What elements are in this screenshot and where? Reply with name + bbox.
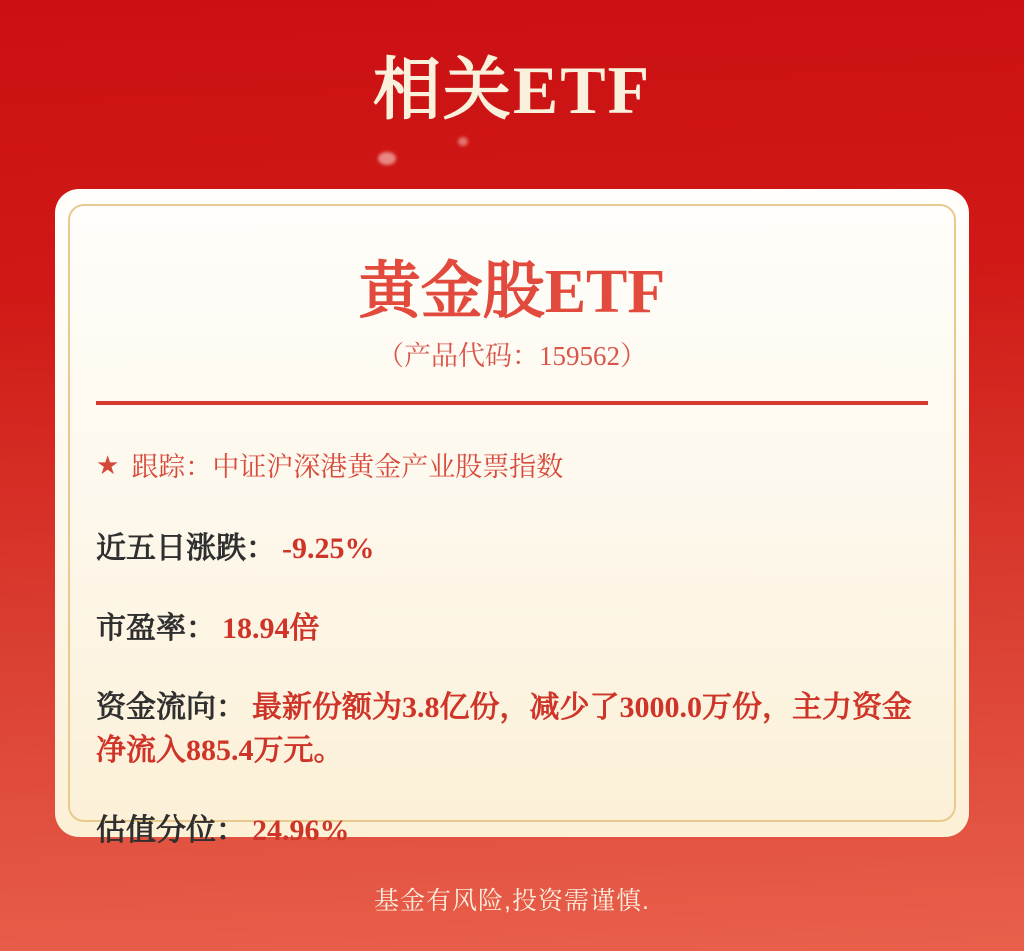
metric-label: 资金流向：: [96, 691, 246, 725]
star-icon: ★: [96, 449, 120, 480]
metric-value: 最新份额为3.8亿份，减少了3000.0万份，主力资金净流入885.4万元。: [96, 691, 912, 767]
decorative-dot-small: [458, 137, 468, 146]
metric-value: -9.25%: [282, 532, 375, 566]
fund-name: 黄金股ETF: [358, 258, 666, 326]
metric-label: 市盈率：: [96, 611, 216, 645]
metric-row-valuation-percentile: [96, 810, 928, 853]
metric-row-pe-ratio: [96, 608, 928, 651]
etf-info-card: [55, 189, 969, 847]
risk-disclaimer: 基金有风险,投资需谨慎.: [374, 887, 650, 915]
page-title: 相关ETF: [372, 52, 652, 128]
gold-border-frame: [68, 204, 956, 847]
metric-row-fund-flow: [96, 687, 928, 772]
metric-label: 估值分位：: [96, 813, 246, 847]
divider-line: [96, 401, 928, 405]
tracking-label: 跟踪：: [131, 452, 213, 483]
product-code: （产品代码：159562）: [377, 341, 647, 372]
tracking-row: [96, 445, 928, 484]
decorative-dot-large: [378, 152, 396, 165]
metric-value: 18.94倍: [222, 611, 320, 645]
metric-label: 近五日涨跌：: [96, 532, 276, 566]
metric-value: 24.96%: [252, 813, 350, 847]
tracking-index-name: 中证沪深港黄金产业股票指数: [212, 452, 564, 483]
metric-row-5day-change: [96, 528, 928, 571]
